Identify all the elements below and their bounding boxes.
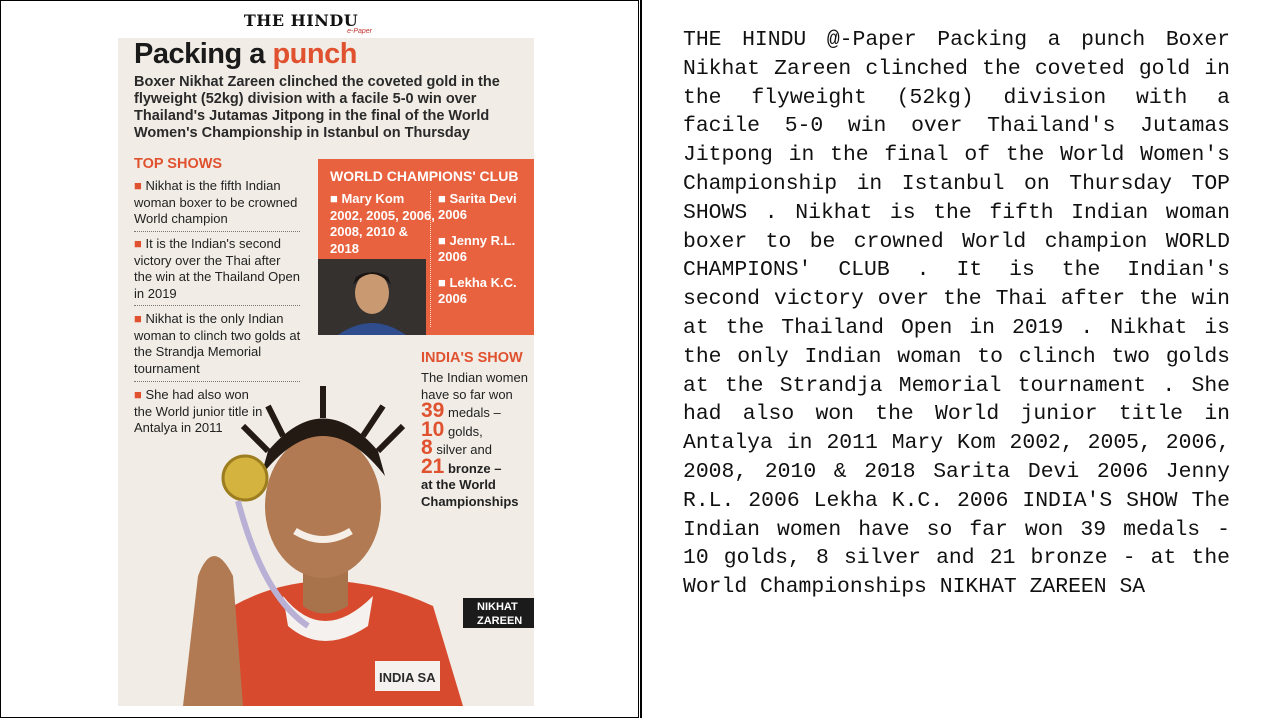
world-champions-club-box bbox=[318, 159, 534, 335]
club-entry: ■ Lekha K.C. 2006 bbox=[438, 275, 517, 306]
mary-kom-photo bbox=[318, 259, 426, 335]
ocr-transcript: THE HINDU @-Paper Packing a punch Boxer Nikhat Zareen clinched the coveted gold in the flyweight (52kg) division with a facile 5-0 win over Thailand's Jutamas Jitpong in the final of the World Women's Championship in Istanbul on Thursday TOP SHOWS . Nikhat is the fifth Indian woman boxer to be crowned World champion WORLD CHAMPIONS' CLUB . It is the Indian's second victory over the Thai after the win at the Thailand Open in 2019 . Nikhat is the only Indian woman to clinch two golds at the Strandja Memorial tournament . She had also won the World junior title in Antalya in 2011 Mary Kom 2002, 2005, 2006, 2008, 2010 & 2018 Sarita Devi 2006 Jenny R.L. 2006 Lekha K.C. 2006 INDIA'S SHOW The Indian women have so far won 39 medals - 10 golds, 8 silver and 21 bronze - at the World Championships NIKHAT ZAREEN SA bbox=[683, 28, 1230, 600]
newspaper-clipping bbox=[118, 38, 534, 706]
boxer-illustration bbox=[173, 356, 483, 706]
indias-show-heading: INDIA'S SHOW bbox=[421, 350, 523, 366]
top-shows-item: ■ She had also won the World junior title in Antalya in 2011 bbox=[134, 387, 263, 435]
portrait-illustration bbox=[318, 259, 426, 335]
newspaper-masthead bbox=[226, 11, 376, 37]
top-shows-item: ■ Nikhat is the only Indian woman to clinch two golds at the Strandja Memorial tournament bbox=[134, 311, 301, 376]
intro-paragraph: Boxer Nikhat Zareen clinched the coveted gold in the flyweight (52kg) division with a facile 5-0 win over Thailand's Jutamas Jitpong in the final of the World Women's Championship in Istanbul on Thursday bbox=[134, 74, 500, 141]
photo-caption-label: NIKHAT ZAREEN bbox=[463, 598, 534, 628]
clipping-panel bbox=[0, 0, 639, 718]
masthead-edition: e-Paper bbox=[347, 28, 372, 35]
club-entry: ■ Jenny R.L. 2006 bbox=[438, 233, 516, 264]
indias-show-text: The Indian women have so far won 39 medals – 10 golds, 8 silver and 21 bronze – at the World Championships bbox=[421, 370, 528, 509]
divider bbox=[134, 231, 300, 232]
top-shows-item: ■ Nikhat is the fifth Indian woman boxer to be crowned World champion bbox=[134, 178, 298, 226]
club-heading: WORLD CHAMPIONS' CLUB bbox=[330, 168, 519, 184]
club-entry: ■ Mary Kom 2002, 2005, 2006, 2008, 2010 & 2018 bbox=[330, 191, 435, 256]
svg-text:INDIA SA: INDIA SA bbox=[379, 670, 436, 685]
nikhat-zareen-photo bbox=[173, 356, 483, 706]
masthead-name: THE HINDU bbox=[243, 11, 359, 30]
headline: Packing a punch bbox=[134, 38, 357, 70]
divider bbox=[430, 191, 431, 327]
top-shows-heading: TOP SHOWS bbox=[134, 156, 223, 172]
club-entry: ■ Sarita Devi 2006 bbox=[438, 191, 517, 222]
top-shows-item: ■ It is the Indian's second victory over the Thai after the win at the Thailand Open in 2019 bbox=[134, 236, 300, 301]
divider bbox=[134, 305, 300, 306]
